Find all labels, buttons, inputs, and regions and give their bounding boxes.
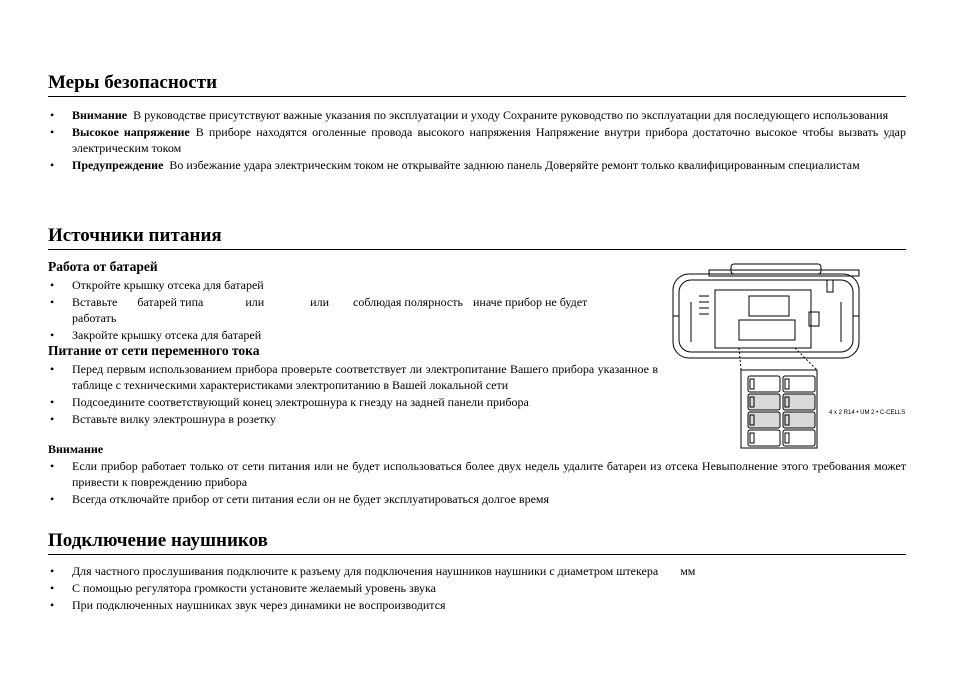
- item-text: иначе прибор не будет: [472, 295, 588, 309]
- list-item: [48, 580, 906, 596]
- battery-heading: Работа от батарей: [48, 259, 158, 274]
- bullet: •: [50, 459, 55, 473]
- item-text: Во избежание удара электрическим током не открывайте заднюю панель Доверяйте ремонт только квалифицированным специалистам: [169, 158, 860, 172]
- item-text: Перед первым использованием прибора проверьте соответствует ли электропитание Вашего прибора указанное в таблице с техническими характеристиками электропитанию в Вашей локальной сети: [72, 362, 658, 392]
- bullet: •: [50, 598, 55, 612]
- list-item: [48, 394, 658, 410]
- safety-list: [48, 107, 906, 174]
- item-text: Вставьте: [72, 295, 118, 309]
- section-title-power: Источники питания: [48, 225, 906, 250]
- item-text: или: [245, 295, 265, 309]
- item-text: В приборе находятся оголенные провода высокого напряжения Напряжение внутри прибора достаточно высокое чтобы вызвать удар электрическим током: [72, 125, 907, 155]
- item-text: или: [310, 295, 329, 309]
- list-item: [48, 157, 906, 173]
- battery-list: [48, 277, 658, 344]
- item-text: Откройте крышку отсека для батарей: [72, 278, 264, 292]
- bullet: •: [50, 328, 55, 342]
- bullet: •: [50, 108, 55, 122]
- list-item: [48, 294, 658, 326]
- note-heading: Внимание: [48, 442, 104, 456]
- list-item: [48, 277, 658, 293]
- bullet: •: [50, 581, 55, 595]
- item-text: Если прибор работает только от сети питания или не будет использоваться более двух недель удалите батареи из отсека Невыполнение этого требования может привести к повреждению прибора: [72, 459, 906, 489]
- bullet: •: [50, 295, 55, 309]
- list-item: [48, 411, 658, 427]
- bullet: •: [50, 564, 55, 578]
- item-text: работать: [72, 311, 117, 325]
- list-item: [48, 563, 906, 579]
- item-text: Для частного прослушивания подключите к разъему для подключения наушников наушники с диаметром штекера: [72, 564, 659, 578]
- item-unit: мм: [680, 564, 696, 578]
- list-item: [48, 107, 906, 123]
- bullet: •: [50, 362, 55, 376]
- handle-shape: [731, 264, 821, 274]
- item-text: Подсоедините соответствующий конец электрошнура к гнезду на задней панели прибора: [72, 395, 529, 409]
- section-title-headphones: Подключение наушников: [48, 530, 906, 555]
- item-text: При подключенных наушниках звук через динамики не воспроизводится: [72, 598, 446, 612]
- list-item: [48, 124, 906, 156]
- item-text: В руководстве присутствуют важные указания по эксплуатации и уходу Сохраните руководство по эксплуатации для последующего использования: [133, 108, 889, 122]
- item-text: соблюдая полярность: [353, 295, 463, 309]
- item-text: Всегда отключайте прибор от сети питания если он не будет эксплуатироваться долгое время: [72, 492, 550, 506]
- bullet: •: [50, 395, 55, 409]
- list-item: [48, 491, 906, 507]
- ac-list: [48, 361, 658, 428]
- battery-compartment-illustration: [669, 262, 919, 450]
- section-title-safety: Меры безопасности: [48, 72, 906, 97]
- headphones-list: [48, 563, 906, 614]
- bullet: •: [50, 278, 55, 292]
- item-text: батарей типа: [137, 295, 204, 309]
- item-text: С помощью регулятора громкости установите желаемый уровень звука: [72, 581, 436, 595]
- item-label: Предупреждение: [72, 158, 164, 172]
- list-item: [48, 361, 658, 393]
- list-item: [48, 597, 906, 613]
- bullet: •: [50, 158, 55, 172]
- bullet: •: [50, 125, 55, 139]
- list-item: [48, 327, 658, 343]
- ac-heading: Питание от сети переменного тока: [48, 343, 260, 358]
- list-item: [48, 458, 906, 490]
- battery-cells-group: [748, 376, 815, 446]
- figure-caption: 4 x 2 R14 • UM 2 • C-CELLS: [829, 410, 906, 416]
- bullet: •: [50, 492, 55, 506]
- item-label: Высокое напряжение: [72, 125, 190, 139]
- item-text: Закройте крышку отсека для батарей: [72, 328, 262, 342]
- note-list: [48, 458, 906, 508]
- item-text: Вставьте вилку электрошнура в розетку: [72, 412, 276, 426]
- bullet: •: [50, 412, 55, 426]
- item-label: Внимание: [72, 108, 128, 122]
